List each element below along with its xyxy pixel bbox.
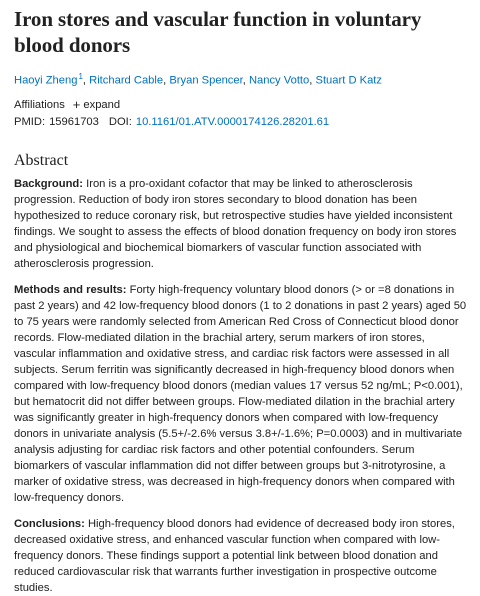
author-link[interactable]: Bryan Spencer bbox=[169, 74, 243, 87]
article-title: Iron stores and vascular function in voluntary blood donors bbox=[14, 7, 422, 57]
author-link[interactable]: Nancy Votto bbox=[248, 74, 310, 87]
pmid-label: PMID: bbox=[14, 115, 46, 128]
affiliations-row bbox=[14, 97, 468, 113]
section-label: Methods and results: bbox=[14, 283, 127, 296]
plus-icon: + bbox=[72, 96, 81, 112]
affiliation-sup[interactable]: 1 bbox=[78, 72, 83, 81]
author-link[interactable]: Haoyi Zheng bbox=[14, 74, 78, 87]
author-list: Haoyi Zheng$^1$, Ritchard Cable, Bryan Spencer, Nancy Votto, Stuart D Katz bbox=[14, 72, 383, 87]
section-text: Forty high-frequency voluntary blood donors (> or =8 donations in past 2 years) and 42 low-frequency blood donors (1 to 2 donations in past 2 years) aged 50 to 75 years were randomly selected from American Red Cross of Connecticut blood donor records. Flow-mediated dilation in the brachial artery, serum markers of iron stores, vascular inflammation and oxidative stress, and cardiac risk factors were assessed in all subjects. Serum ferritin was significantly decreased in high-frequency blood donors when compared with low-frequency blood donors (median values 17 versus 52 ng/mL; P<0.001), but hematocrit did not differ between groups. Flow-mediated dilation in the brachial artery was significantly greater in high-frequency donors when compared with low-frequency donors in univariate analysis (5.5+/-2.6% versus 3.8+/-1.6%; P=0.0003) and in multivariate analysis adjusting for cardiac risk factors and other potential confounders. Serum biomarkers of vascular inflammation did not differ between groups but 3-nitrotyrosine, a marker of oxidative stress, was decreased in high-frequency donors when compared with low-frequency donors. bbox=[14, 283, 467, 504]
abstract-conclusions bbox=[14, 516, 468, 596]
section-text: High-frequency blood donors had evidence of decreased body iron stores, decreased oxidative stress, and enhanced vascular function when compared with low-frequency donors. These findings support a potential link between blood donation and reduced cardiovascular risk that warrants further investigation in prospective outcome studies. bbox=[14, 517, 455, 594]
doi-label: DOI: bbox=[108, 115, 132, 128]
author-link[interactable]: Ritchard Cable bbox=[89, 74, 164, 87]
expand-label: expand bbox=[83, 98, 121, 111]
section-text: Iron is a pro-oxidant cofactor that may be linked to atherosclerosis progression. Reduction of body iron stores secondary to blood donation has been hypothesized to reduce coronary risk, but retrospective studies have yielded inconsistent findings. We sought to assess the effects of blood donation frequency on body iron stores and physiological and biochemical biomarkers of vascular function associated with atherosclerosis progression. bbox=[14, 177, 457, 270]
doi-link[interactable]: 10.1161/01.ATV.0000174126.28201.61 bbox=[135, 115, 330, 128]
author-link[interactable]: Stuart D Katz bbox=[315, 74, 383, 87]
identifiers-row bbox=[14, 114, 468, 130]
abstract-methods-results bbox=[14, 282, 468, 506]
section-label: Background: bbox=[14, 177, 83, 190]
affiliations-label: Affiliations bbox=[14, 98, 65, 111]
expand-affiliations-button[interactable] bbox=[73, 97, 120, 113]
section-label: Conclusions: bbox=[14, 517, 85, 530]
pmid-value: 15961703 bbox=[49, 115, 99, 128]
abstract-background bbox=[14, 176, 468, 272]
abstract-heading: Abstract bbox=[14, 151, 69, 169]
